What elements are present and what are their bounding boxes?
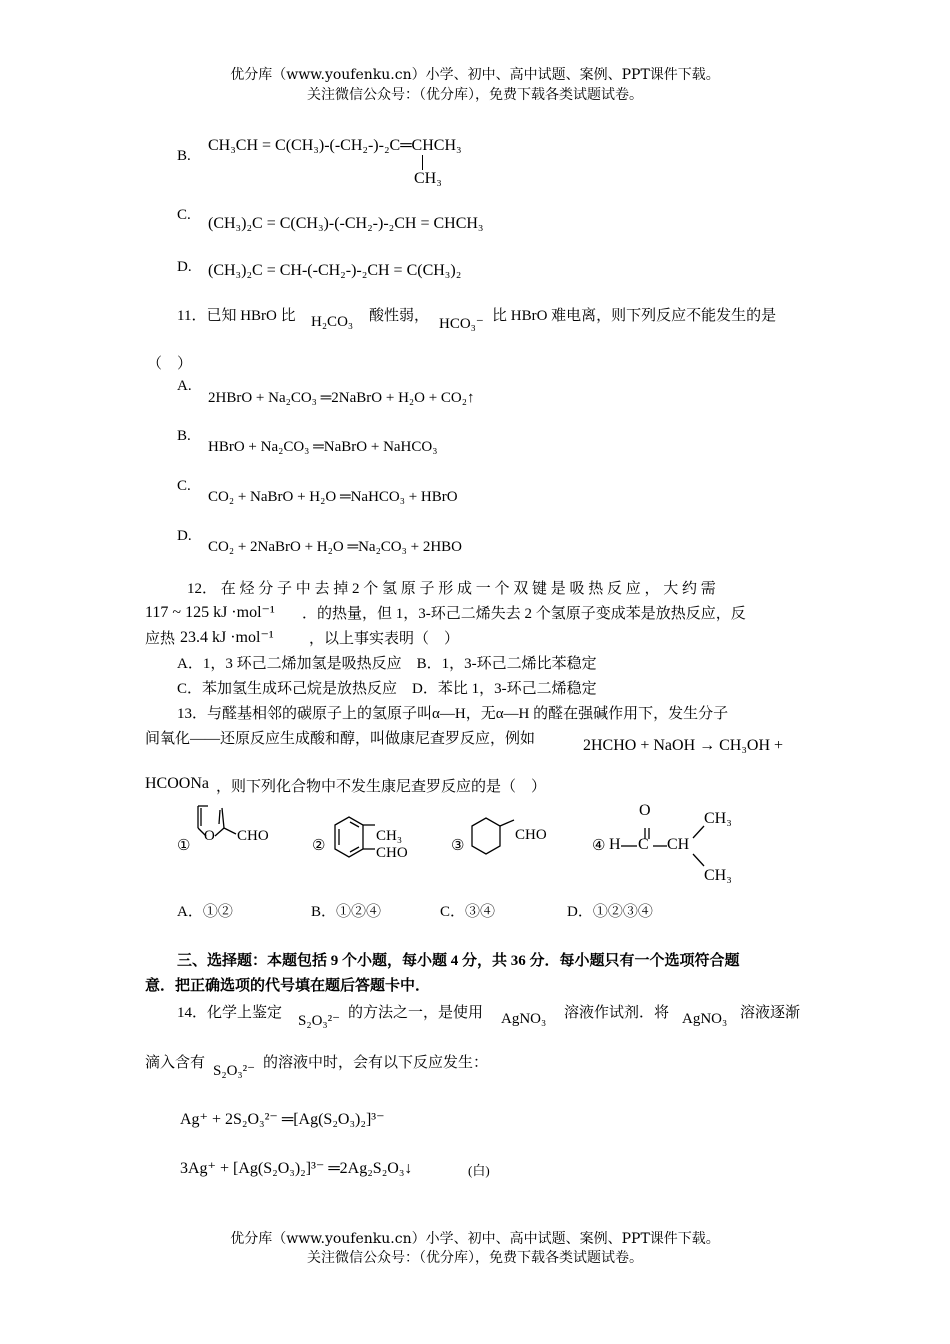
q14-line2-a: 滴入含有 (145, 1055, 206, 1071)
q10-b-branch-bond (422, 155, 423, 170)
q11-d-eq: CO₂ + 2NaBrO + H₂O ═Na₂CO₃ + 2HBO (208, 539, 462, 555)
section3-line2: 意．把正确选项的代号填在题后答题卡中． (145, 978, 431, 994)
q14-stem-b: 的方法之一，是使用 (348, 1005, 484, 1021)
q13-line2: 间氧化——还原反应生成酸和醇，叫做康尼查罗反应，例如 (145, 731, 536, 747)
compound-4-h: H (609, 836, 621, 853)
page-footer-line1: 优分库（www.youfenku.cn）小学、初中、高中试题、案例、PPT课件下载。 (230, 1231, 720, 1247)
q10-b-label: B. (177, 148, 191, 164)
compound-2-cho: CHO (376, 845, 408, 861)
q14-s2o3-2: S₂O₃²⁻ (213, 1063, 256, 1079)
q12-line2-text: ．的热量，但 1，3-环己二烯失去 2 个氢原子变成苯是放热反应，反 (302, 606, 746, 622)
compound-2-ch3: CH₃ (376, 828, 403, 844)
q12-line3-b: ，以上事实表明（ ） (309, 631, 460, 647)
section3-line1: 三、选择题：本题包括 9 个小题，每小题 4 分，共 36 分．每小题只有一个选项符合题 (177, 953, 740, 969)
q11-a-label: A. (177, 378, 192, 394)
q13-choice-a: A．①② (177, 904, 233, 920)
compound-1-oxygen: O (204, 828, 215, 844)
q12-options-cd: C．苯加氢生成环己烷是放热反应 D．苯比 1，3-环己二烯稳定 (177, 681, 597, 697)
q11-h2co3: H₂CO₃ (311, 314, 354, 330)
q14-stem-a: 14．化学上鉴定 (177, 1005, 283, 1021)
q12-line3-math: 23.4 kJ ·mol⁻¹ (180, 629, 274, 646)
compound-4-ch3-top: CH₃ (704, 810, 732, 827)
compound-4-c: C (638, 836, 649, 853)
q14-stem-c: 溶液作试剂．将 (564, 1005, 670, 1021)
q11-d-label: D. (177, 528, 192, 544)
q11-b-label: B. (177, 428, 191, 444)
q11-c-eq: CO₂ + NaBrO + H₂O ═NaHCO₃ + HBrO (208, 489, 458, 505)
q14-stem-d: 溶液逐渐 (740, 1005, 801, 1021)
q14-agno3-2: AgNO₃ (682, 1011, 728, 1027)
q11-a-eq: 2HBrO + Na₂CO₃ ═2NaBrO + H₂O + CO₂↑ (208, 390, 475, 406)
q11-stem-c: 比 HBrO 难电离，则下列反应不能发生的是 (492, 308, 777, 324)
compound-1-label: ① (177, 838, 191, 854)
q13-choice-b: B．①②④ (311, 904, 382, 920)
q10-b-formula: CH₃CH = C(CH₃)-(-CH₂-)-₂C═CHCH₃ (208, 137, 462, 154)
compound-4-ch3-bottom: CH₃ (704, 867, 732, 884)
q10-c-formula: (CH₃)₂C = C(CH₃)-(-CH₂-)-₂CH = CHCH₃ (208, 215, 484, 232)
q14-agno3-1: AgNO₃ (501, 1011, 547, 1027)
compound-3-label: ③ (451, 838, 465, 854)
q13-example-eq1: 2HCHO + NaOH → CH₃OH + (583, 737, 784, 754)
q12-line2-math: 117 ~ 125 kJ ·mol⁻¹ (145, 604, 275, 621)
q10-b-branch: CH₃ (414, 170, 442, 187)
q14-eq2-note: (白) (468, 1163, 490, 1178)
q11-stem-b: 酸性弱， (369, 308, 430, 324)
page-footer-line2: 关注微信公众号：（优分库），免费下载各类试题试卷。 (307, 1250, 643, 1266)
q11-stem-a: 11．已知 HBrO 比 (177, 308, 296, 324)
page-header-line1: 优分库（www.youfenku.cn）小学、初中、高中试题、案例、PPT课件下载。 (230, 67, 720, 83)
compound-4-bonds (605, 810, 715, 880)
q12-line1: 12． 在 烃 分 子 中 去 掉 2 个 氢 原 子 形 成 一 个 双 键 是 吸 热 反 应 ， 大 约 需 (187, 581, 716, 597)
q13-choice-c: C．③④ (440, 904, 496, 920)
q11-paren: （ ） (147, 356, 193, 372)
compound-4-label: ④ (592, 838, 606, 854)
q13-line3: ，则下列化合物中不发生康尼查罗反应的是（ ） (216, 779, 547, 795)
q10-d-label: D. (177, 259, 192, 275)
q14-eq1: Ag⁺ + 2S₂O₃²⁻ ═[Ag(S₂O₃)₂]³⁻ (180, 1111, 385, 1128)
q10-c-label: C. (177, 207, 191, 223)
q14-eq2: 3Ag⁺ + [Ag(S₂O₃)₂]³⁻ ═2Ag₂S₂O₃↓ (180, 1160, 413, 1177)
q13-choice-d: D．①②③④ (567, 904, 653, 920)
compound-4-ch: CH (667, 836, 690, 853)
compound-1-cho: CHO (237, 828, 269, 844)
q14-line2-b: 的溶液中时，会有以下反应发生： (263, 1055, 489, 1071)
q12-options-ab: A．1，3 环己二烯加氢是吸热反应 B．1，3-环己二烯比苯稳定 (177, 656, 597, 672)
q13-example-eq2: HCOONa (145, 775, 209, 792)
compound-2-label: ② (312, 838, 326, 854)
page-header-line2: 关注微信公众号：（优分库），免费下载各类试题试卷。 (307, 87, 643, 103)
compound-3-cho: CHO (515, 827, 547, 843)
q11-hco3: HCO₃⁻ (439, 316, 484, 332)
q13-line1: 13．与醛基相邻的碳原子上的氢原子叫α—H，无α—H 的醛在强碱作用下，发生分子 (177, 706, 729, 722)
q11-b-eq: HBrO + Na₂CO₃ ═NaBrO + NaHCO₃ (208, 439, 438, 455)
q14-s2o3-1: S₂O₃²⁻ (298, 1013, 341, 1029)
q11-c-label: C. (177, 478, 191, 494)
compound-4-o: O (639, 802, 651, 819)
q10-d-formula: (CH₃)₂C = CH-(-CH₂-)-₂CH = C(CH₃)₂ (208, 262, 462, 279)
q12-line3-a: 应热 (145, 631, 176, 647)
